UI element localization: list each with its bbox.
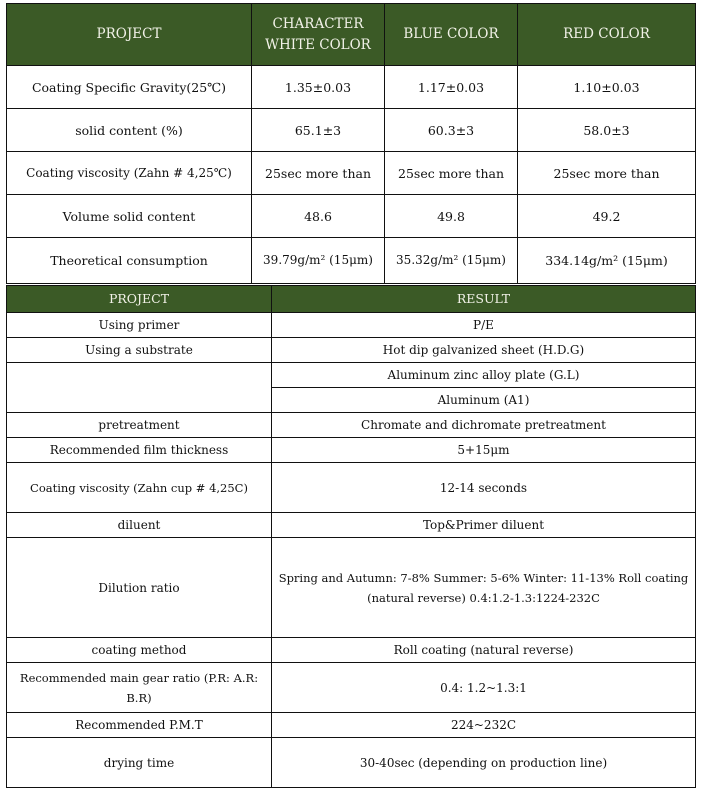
table-row (7, 438, 696, 463)
table-row (7, 538, 696, 638)
cell-project: Volume solid content (7, 195, 252, 238)
header-line: WHITE COLOR (265, 36, 371, 53)
table-row (7, 66, 696, 109)
cell-blue: 1.17±0.03 (385, 66, 518, 109)
cell-result: Aluminum (A1) (272, 388, 696, 413)
cell-project: drying time (7, 738, 272, 788)
cell-project: Coating viscosity (Zahn cup # 4,25C) (7, 463, 272, 513)
table-row (7, 338, 696, 363)
coating-properties-table (6, 3, 696, 284)
table-row (7, 195, 696, 238)
cell-red: 58.0±3 (518, 109, 696, 152)
header-line: CHARACTER (272, 15, 364, 32)
cell-white: 39.79g/m² (15μm) (252, 238, 385, 284)
cell-white: 1.35±0.03 (252, 66, 385, 109)
cell-project: Recommended main gear ratio (P.R: A.R: B.R) (7, 663, 272, 713)
cell-result: 0.4: 1.2~1.3:1 (272, 663, 696, 713)
header-project: PROJECT (7, 4, 252, 66)
cell-result: 30-40sec (depending on production line) (272, 738, 696, 788)
cell-project: solid content (%) (7, 109, 252, 152)
cell-project-empty (7, 363, 272, 413)
cell-project: Using a substrate (7, 338, 272, 363)
cell-red: 334.14g/m² (15μm) (518, 238, 696, 284)
table-header-row (7, 4, 696, 66)
cell-result: Chromate and dichromate pretreatment (272, 413, 696, 438)
cell-blue: 60.3±3 (385, 109, 518, 152)
header-result: RESULT (272, 286, 696, 313)
cell-result: Hot dip galvanized sheet (H.D.G) (272, 338, 696, 363)
process-parameters-table (6, 285, 696, 788)
cell-result: Spring and Autumn: 7-8% Summer: 5-6% Winter: 11-13% Roll coating (natural reverse) 0.4:1.2-1.3:1224-232C (272, 538, 696, 638)
cell-project: Dilution ratio (7, 538, 272, 638)
cell-result: 224~232C (272, 713, 696, 738)
header-blue-color: BLUE COLOR (385, 4, 518, 66)
table-row (7, 638, 696, 663)
table-row (7, 363, 696, 388)
cell-result: 12-14 seconds (272, 463, 696, 513)
header-character-white-color (252, 4, 385, 66)
table-row (7, 663, 696, 713)
cell-project: Theoretical consumption (7, 238, 252, 284)
header-red-color: RED COLOR (518, 4, 696, 66)
cell-result: 5+15μm (272, 438, 696, 463)
table-row (7, 713, 696, 738)
table-row (7, 238, 696, 284)
table-header-row (7, 286, 696, 313)
cell-result: Aluminum zinc alloy plate (G.L) (272, 363, 696, 388)
cell-project: diluent (7, 513, 272, 538)
cell-blue: 25sec more than (385, 152, 518, 195)
cell-red: 49.2 (518, 195, 696, 238)
cell-white: 65.1±3 (252, 109, 385, 152)
cell-project: Recommended film thickness (7, 438, 272, 463)
cell-project: Recommended P.M.T (7, 713, 272, 738)
table-row (7, 152, 696, 195)
cell-blue: 35.32g/m² (15μm) (385, 238, 518, 284)
cell-project: Coating viscosity (Zahn # 4,25℃) (7, 152, 252, 195)
cell-red: 1.10±0.03 (518, 66, 696, 109)
cell-result: Roll coating (natural reverse) (272, 638, 696, 663)
cell-project: Coating Specific Gravity(25℃) (7, 66, 252, 109)
table-row (7, 738, 696, 788)
table-row (7, 413, 696, 438)
cell-white: 25sec more than (252, 152, 385, 195)
table-row (7, 513, 696, 538)
header-project: PROJECT (7, 286, 272, 313)
cell-red: 25sec more than (518, 152, 696, 195)
cell-project: pretreatment (7, 413, 272, 438)
table-row (7, 313, 696, 338)
cell-blue: 49.8 (385, 195, 518, 238)
cell-project: Using primer (7, 313, 272, 338)
cell-result: Top&Primer diluent (272, 513, 696, 538)
cell-white: 48.6 (252, 195, 385, 238)
table-row (7, 109, 696, 152)
cell-project: coating method (7, 638, 272, 663)
table-row (7, 463, 696, 513)
cell-result: P/E (272, 313, 696, 338)
